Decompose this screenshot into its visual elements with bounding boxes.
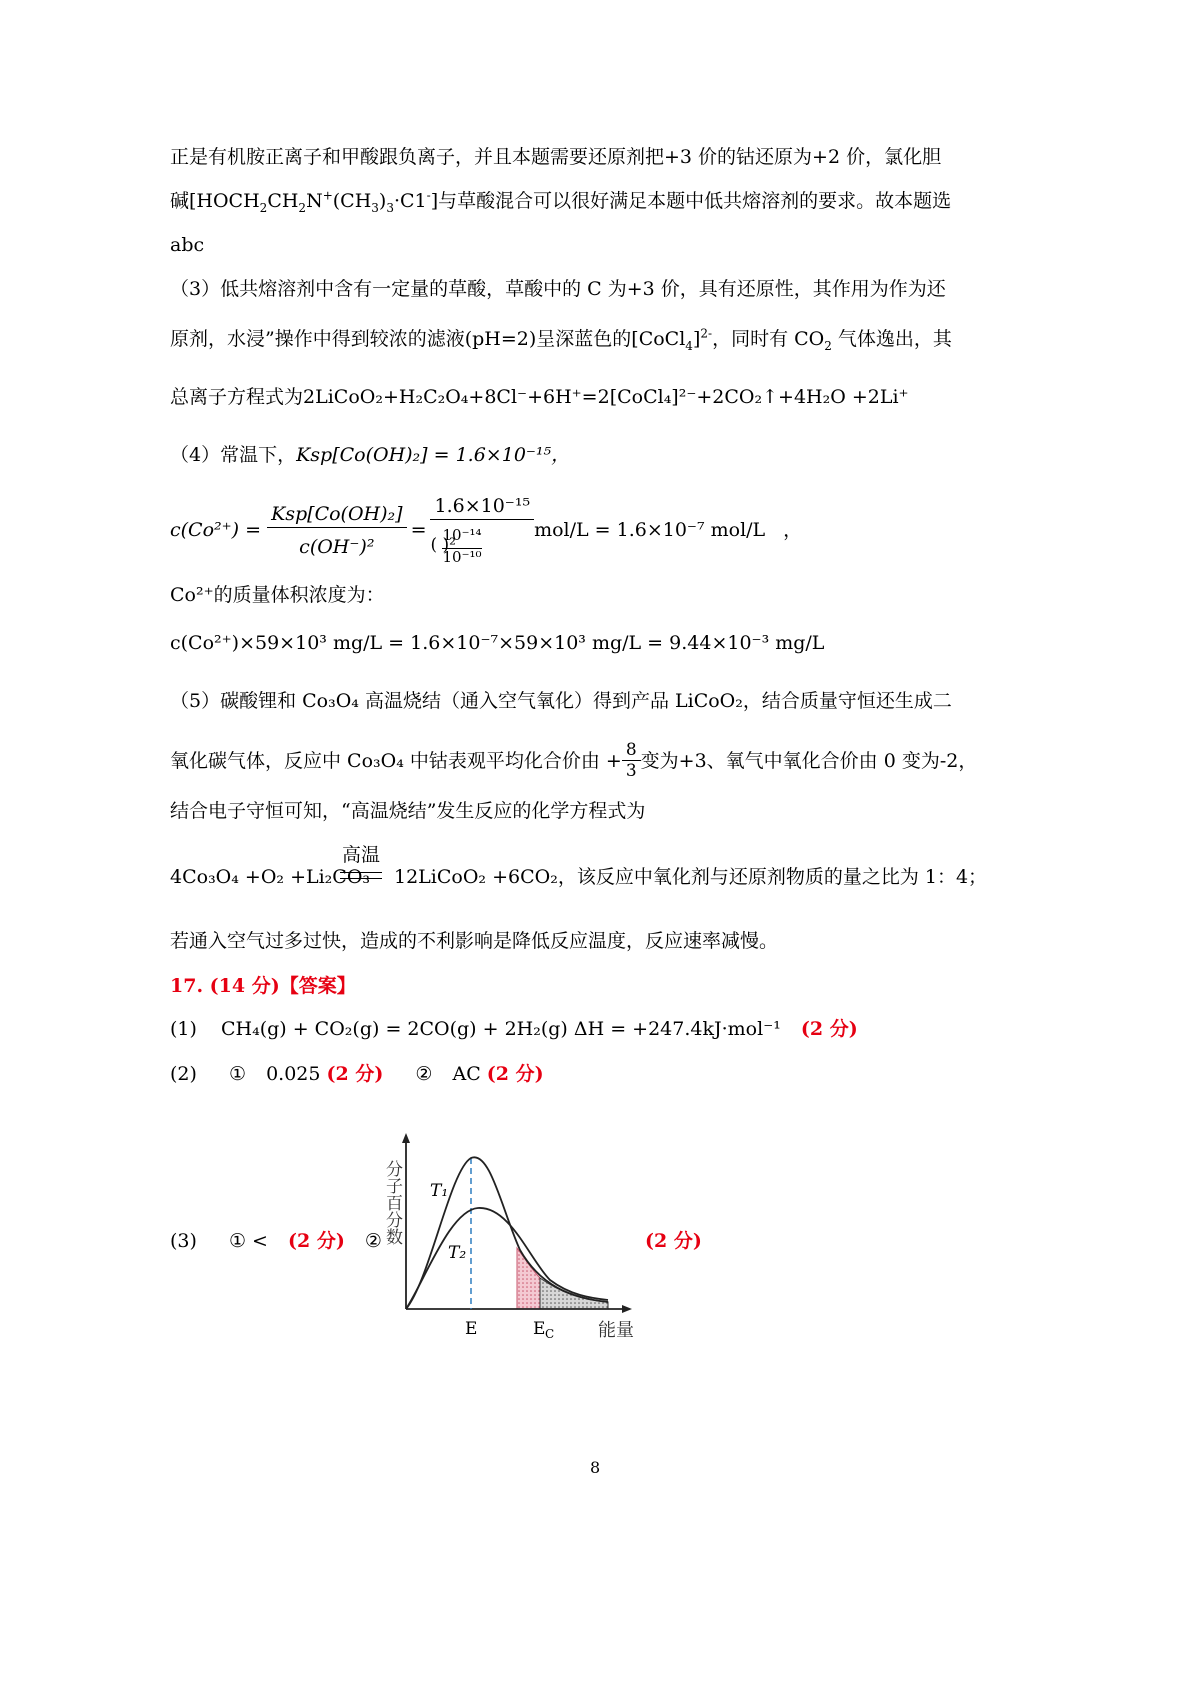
- part4-mass-equation: c(Co²⁺)×59×10³ mg/L = 1.6×10⁻⁷×59×10³ mg/L = 9.44×10⁻³ mg/L: [170, 632, 825, 654]
- q17-heading: 17. (14 分)【答案】: [170, 975, 356, 997]
- para-line-3: abc: [170, 234, 205, 256]
- t2-label: T₂: [448, 1243, 467, 1263]
- t2-curve: [406, 1208, 608, 1309]
- part5-line-1: （5）碳酸锂和 Co₃O₄ 高温烧结（通入空气氧化）得到产品 LiCoO₂，结合质量守恒还生成二: [170, 690, 952, 712]
- t2-extra-area: [517, 1248, 540, 1309]
- part4-mass-line: Co²⁺的质量体积浓度为：: [170, 584, 385, 606]
- part5-line-2: 氧化碳气体，反应中 Co₃O₄ 中钴表观平均化合价由 + $\frac{8}{3}$ 变为+3、氧气中氧化合价由 0 变为-2，: [170, 740, 978, 781]
- para-line-2: 碱$[HOCH_2CH_2N^+(CH_3)_3\cdot C1^-]$与草酸混合可以很好满足本题中低共熔溶剂的要求。故本题选: [170, 188, 952, 215]
- part4-ksp-line: （4）常温下，Ksp[Co(OH)₂] = 1.6×10⁻¹⁵，: [170, 444, 571, 466]
- part3-line-2: 原剂，水浸”操作中得到较浓的滤液(pH=2)呈深蓝色的[CoCl$_4$]$^{2-}$，同时有 $CO_2$ 气体逸出，其: [170, 326, 952, 353]
- part3-ionic-equation: 总离子方程式为2LiCoO₂+H₂C₂O₄+8Cl⁻+6H⁺=2[CoCl₄]²⁻+2CO₂↑+4H₂O +2Li⁺: [170, 386, 909, 408]
- tick-e: E: [465, 1319, 478, 1339]
- page-number: 8: [590, 1458, 601, 1477]
- q17-answer-1: (1) CH₄(g) + CO₂(g) = 2CO(g) + 2H₂(g) ΔH = +247.4kJ·mol⁻¹ (2 分): [170, 1018, 858, 1040]
- part4-concentration-equation: c(Co²⁺) = $\frac{\text{Ksp[Co(OH)₂]}}{\text{c(OH⁻)²}}$ = 1.6×10⁻¹⁵ 10⁻¹⁴ 10⁻¹⁰ ( )² mol/L = 1.6×10⁻⁷ mol/L ，: [170, 494, 803, 566]
- q17-answer-3: (3) ① < (2 分) ②: [170, 1230, 382, 1252]
- y-axis-label: 分子百分数: [382, 1160, 402, 1245]
- part5-line-5: 若通入空气过多过快，造成的不利影响是降低反应温度，反应速率减慢。: [170, 930, 779, 952]
- q17-answer-2: (2) ① 0.025 (2 分) ② AC (2 分): [170, 1063, 544, 1085]
- part3-line-1: （3）低共熔溶剂中含有一定量的草酸，草酸中的 C 为+3 价，具有还原性，其作用为作为还: [170, 278, 946, 300]
- part5-line-3: 结合电子守恒可知，“高温烧结”发生反应的化学方程式为: [170, 800, 646, 822]
- t1-label: T₁: [430, 1181, 449, 1201]
- tick-ec-sub: C: [545, 1327, 555, 1341]
- tick-ec: E: [533, 1319, 546, 1339]
- energy-distribution-figure: [370, 1130, 650, 1350]
- x-axis-label: 能量: [598, 1320, 634, 1341]
- q17-answer-3-score-2: (2 分): [645, 1230, 702, 1252]
- para-line-1: 正是有机胺正离子和甲酸跟负离子，并且本题需要还原剂把+3 价的钴还原为+2 价，氯化胆: [170, 146, 942, 168]
